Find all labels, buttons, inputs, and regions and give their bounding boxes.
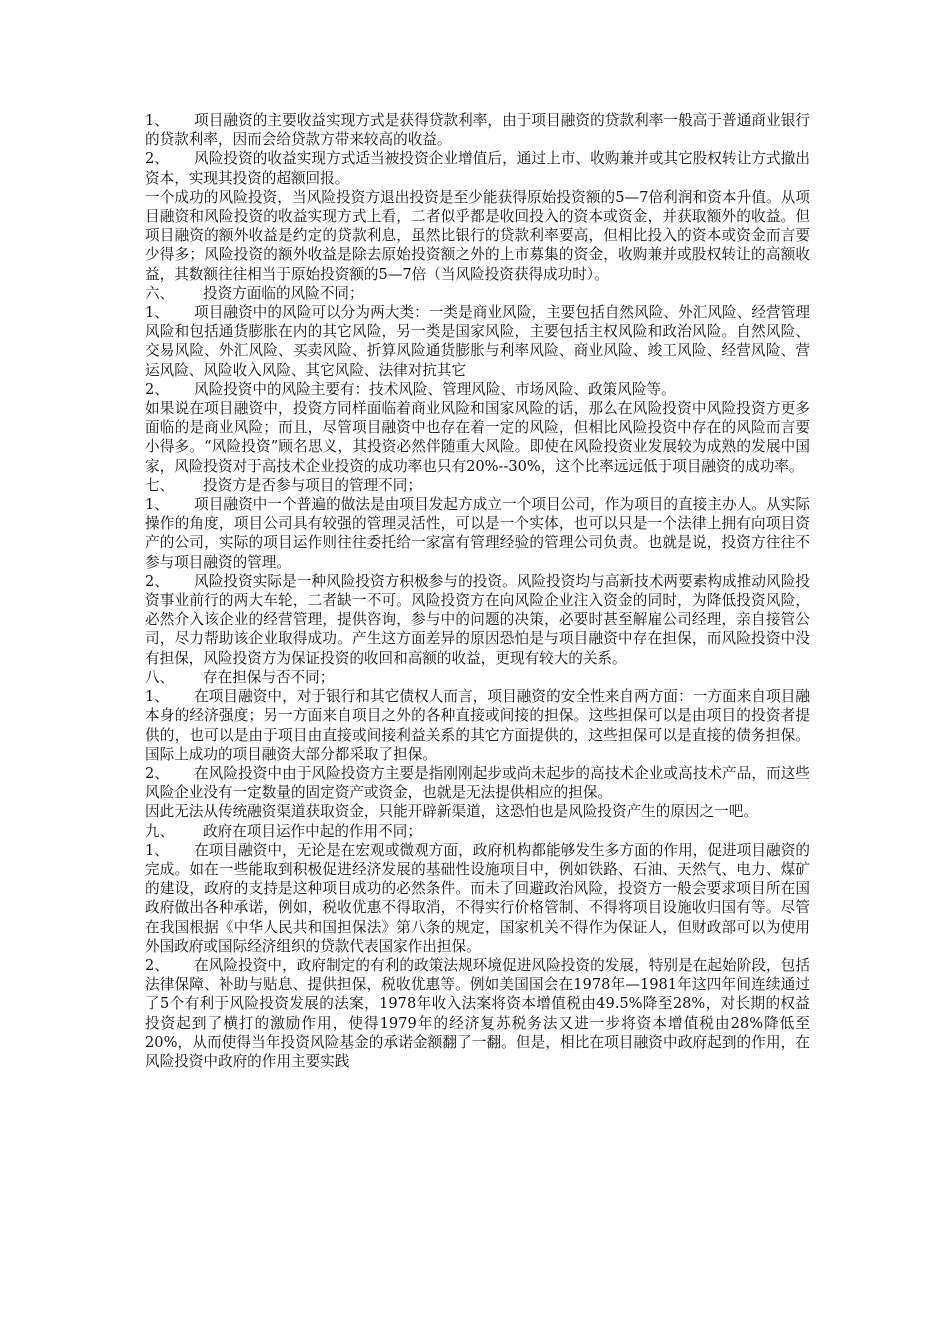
paragraph-text: 风险投资实际是一种风险投资方积极参与的投资。风险投资均与高新技术两要素构成推动风险投资事业前行的两大车轮，二者缺一不可。风险投资方在向风险企业注入资金的同时，为降低投资风险，必然介入该企业的经营管理，提供咨询，参与中的问题的决策，必要时甚至解雇公司经理，亲自接管公司，尽力帮助该企业取得成功。产生这方面差异的原因恐怕是与项目融资中存在担保，而风险投资中没有担保，风险投资方为保证投资的收回和高额的收益，更现有较大的关系。	[145, 572, 810, 667]
section-number: 六、	[145, 284, 175, 302]
paragraph-3	[145, 188, 810, 284]
item-number: 1、	[145, 841, 169, 859]
item-number: 2、	[145, 764, 169, 782]
paragraph-text: 项目融资中的风险可以分为两大类：一类是商业风险，主要包括自然风险、外汇风险、经营管理风险和包括通货膨胀在内的其它风险，另一类是国家风险，主要包括主权风险和政治风险。自然风险、交易风险、外汇风险、买卖风险、折算风险通货膨胀与利率风险、商业风险、竣工风险、经营风险、营运风险、风险收入风险、其它风险、法律对抗其它	[145, 304, 810, 379]
item-number: 1、	[145, 304, 169, 322]
item-number: 2、	[145, 956, 169, 974]
paragraph-16	[145, 841, 810, 956]
paragraph-text: 在风险投资中，政府制定的有利的政策法规环境促进风险投资的发展，特别是在起始阶段，包括法律保障、补助与贴息、提供担保，税收优惠等。例如美国国会在1978年—1981年这四年间连续通过了5个有利于风险投资发展的法案，1978年收入法案将资本增值税由49.5%降至28%，对长期的权益投资起到了横打的激励作用，使得1979年的经济复苏税务法又进一步将资本增值税由28%降低至20%，从而使得当年投资风险基金的承诺金额翻了一翻。但是，相比在项目融资中政府起到的作用，在风险投资中政府的作用主要实践	[145, 956, 810, 1070]
item-number: 2、	[145, 150, 169, 168]
section-number: 九、	[145, 822, 175, 840]
paragraph-9	[145, 495, 810, 572]
paragraph-1	[145, 111, 810, 149]
paragraph-5	[145, 303, 810, 380]
paragraph-text: 风险投资的收益实现方式适当被投资企业增值后，通过上市、收购兼并或其它股权转让方式撤出资本，实现其投资的超额回报。	[145, 150, 810, 187]
paragraph-text: 因此无法从传统融资渠道获取资金，只能开辟新渠道，这恐怕也是风险投资产生的原因之一吧。	[145, 803, 758, 821]
paragraph-12	[145, 687, 810, 764]
item-number: 1、	[145, 112, 169, 129]
paragraph-text: 一个成功的风险投资，当风险投资方退出投资是至少能获得原始投资额的5—7倍利润和资本升值。从项目融资和风险投资的收益实现方式上看，二者似乎都是收回投入的资本或资金，并获取额外的收益。但项目融资的额外收益是约定的贷款利息，虽然比银行的贷款利率要高，但相比投入的资本或资金而言要少得多；风险投资的额外收益是除去原始投资额之外的上市募集的资金，收购兼并或股权转让的高额收益，其数额往往相当于原始投资额的5—7倍（当风险投资获得成功时）。	[145, 188, 810, 283]
paragraph-17	[145, 956, 810, 1071]
item-number: 1、	[145, 688, 169, 706]
section-title: 投资方是否参与项目的管理不同；	[203, 476, 422, 494]
paragraph-10	[145, 572, 810, 668]
item-number: 2、	[145, 380, 169, 398]
paragraph-14	[145, 802, 810, 821]
section-number: 七、	[145, 476, 175, 494]
section-title: 政府在项目运作中起的作用不同；	[203, 822, 422, 840]
paragraph-6	[145, 380, 810, 399]
item-number: 1、	[145, 496, 169, 514]
section-title: 投资方面临的风险不同；	[203, 284, 364, 302]
document-body	[145, 111, 810, 1071]
paragraph-2	[145, 149, 810, 187]
paragraph-text: 风险投资中的风险主要有：技术风险、管理风险、市场风险、政策风险等。	[194, 380, 676, 398]
paragraph-text: 在风险投资中由于风险投资方主要是指刚刚起步或尚未起步的高技术企业或高技术产品，而这些风险企业没有一定数量的固定资产或资金，也就是无法提供相应的担保。	[145, 764, 810, 802]
section-heading-7	[145, 476, 810, 495]
paragraph-text: 项目融资的主要收益实现方式是获得贷款利率，由于项目融资的贷款利率一般高于普通商业银行的贷款利率，因而会给贷款方带来较高的收益。	[145, 112, 810, 149]
paragraph-13	[145, 764, 810, 802]
paragraph-text: 项目融资中一个普遍的做法是由项目发起方成立一个项目公司，作为项目的直接主办人。从实际操作的角度，项目公司具有较强的管理灵活性，可以是一个实体，也可以只是一个法律上拥有向项目资产的公司，实际的项目运作则往往委托给一家富有管理经验的管理公司负责。也就是说，投资方往往不参与项目融资的管理。	[145, 496, 810, 571]
section-title: 存在担保与否不同；	[203, 668, 335, 686]
section-number: 八、	[145, 668, 175, 686]
paragraph-7	[145, 399, 810, 476]
section-heading-9	[145, 822, 810, 841]
paragraph-text: 如果说在项目融资中，投资方同样面临着商业风险和国家风险的话，那么在风险投资中风险投资方更多面临的是商业风险；而且，尽管项目融资中也存在着一定的风险，但相比风险投资中存在的风险而言要小得多。“风险投资”顾名思义，其投资必然伴随重大风险。即使在风险投资业发展较为成熟的发展中国家，风险投资对于高技术企业投资的成功率也只有20%--30%，这个比率远远低于项目融资的成功率。	[145, 400, 810, 475]
section-heading-8	[145, 668, 810, 687]
item-number: 2、	[145, 572, 169, 590]
paragraph-text: 在项目融资中，无论是在宏观或微观方面，政府机构都能够发生多方面的作用，促进项目融资的完成。如在一些能取到积极促进经济发展的基础性设施项目中，例如铁路、石油、天然气、电力、煤矿的建设，政府的支持是这种项目成功的必然条件。而未了回避政治风险，投资方一般会要求项目所在国政府做出各种承诺，例如，税收优惠不得取消，不得实行价格管制、不得将项目设施收归国有等。尽管在我国根据《中华人民共和国担保法》第八条的规定，国家机关不得作为保证人，但财政部可以为使用外国政府或国际经济组织的贷款代表国家作出担保。	[145, 841, 810, 955]
paragraph-text: 在项目融资中，对于银行和其它债权人而言，项目融资的安全性来自两方面：一方面来自项目融本身的经济强度；另一方面来自项目之外的各种直接或间接的担保。这些担保可以是由项目的投资者提供的，也可以是由于项目由直接或间接利益关系的其它方面提供的，这些担保可以是直接的债务担保。国际上成功的项目融资大部分都采取了担保。	[145, 688, 810, 763]
section-heading-6	[145, 284, 810, 303]
